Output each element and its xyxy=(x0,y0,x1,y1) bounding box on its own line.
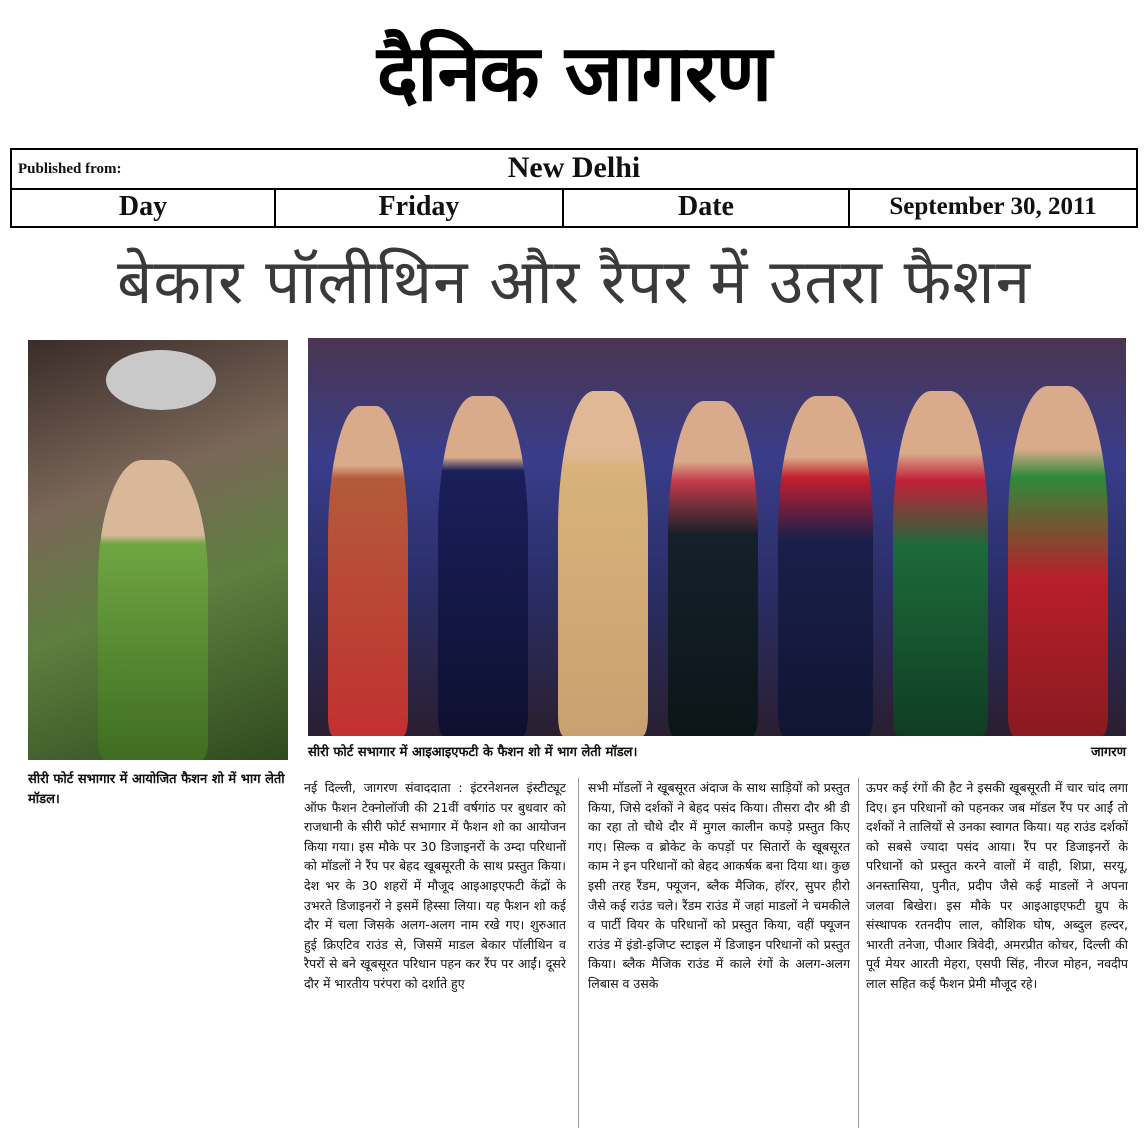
published-city: New Delhi xyxy=(507,151,641,184)
paper-hat xyxy=(106,350,216,410)
publication-info-table xyxy=(10,148,1138,228)
day-value: Friday xyxy=(276,188,564,226)
photo-credit: जागरण xyxy=(1090,745,1126,760)
article-headline: बेकार पॉलीथिन और रैपर में उतरा फैशन xyxy=(116,245,1032,318)
left-photo-caption: सीरी फोर्ट सभागार में आयोजित फैशन शो में भाग लेती मॉडल। xyxy=(28,772,285,807)
model-figure xyxy=(98,460,208,760)
date-label: Date xyxy=(564,188,850,226)
main-photo xyxy=(308,338,1126,736)
model-figure xyxy=(668,401,758,736)
model-figure xyxy=(778,396,873,736)
main-photo-caption xyxy=(308,742,1126,760)
day-label: Day xyxy=(12,188,276,226)
left-photo xyxy=(28,340,288,760)
article-column-2: सभी मॉडलों ने खूबसूरत अंदाज के साथ साड़ियों को प्रस्तुत किया, जिसे दर्शकों ने बेहद पसंद किया। तीसरा दौर श्री डी का रहा तो चौथे दौर में मुगल कालीन कपड़े प्रस्तुत किए गए। सिल्क व ब्रोकेट के कपड़ों पर सितारों के खूबसूरत काम ने इन परिधानों को बेहद आकर्षक बना दिया था। कुछ इसी तरह रैंडम, फ्यूजन, ब्लैक मैजिक, हॉरर, सुपर हीरो जैसे कई राउंड चले। रैंडम राउंड में जहां माडलों ने चमकीले व पार्टी वियर के परिधानों को प्रस्तुत किया, वहीं फ्यूजन राउंड में इंडो-इजिप्ट स्टाइल में डिजाइन परिधानों को प्रस्तुत किया। ब्लैक मैजिक राउंड में काले रंगों के अलग-अलग लिबास व उसके xyxy=(588,780,850,991)
day-date-row xyxy=(12,188,1136,226)
published-from-row xyxy=(12,150,1136,190)
model-figure xyxy=(1008,386,1108,736)
date-value: September 30, 2011 xyxy=(889,193,1097,220)
model-figure xyxy=(893,391,988,736)
model-figure xyxy=(438,396,528,736)
article-column-1: नई दिल्ली, जागरण संवाददाता : इंटरनेशनल इंस्टीट्यूट ऑफ फैशन टेक्नोलॉजी की 21वीं वर्षगांठ पर बुधवार को राजधानी के सीरी फोर्ट सभागार में फैशन शो का आयोजन किया गया। इस मौके पर 30 डिजाइनरों के उम्दा परिधानों को मॉडलों ने रैंप पर बेहद खूबसूरती के साथ प्रस्तुत किया। देश भर के 30 शहरों में मौजूद आइआइएफटी केंद्रों के उभरते डिजाइनरों ने इसमें हिस्सा लिया। यह फैशन शो कई दौर में चला जिसके अलग-अलग नाम रखे गए। शुरुआत हुई क्रिएटिव राउंड से, जिसमें माडल बेकार पॉलीथिन व रैपरों से बने खूबसूरत परिधान पहन कर रैंप पर आईं। दूसरे दौर में भारतीय परंपरा को दर्शाते हुए xyxy=(304,780,566,991)
model-figure xyxy=(558,391,648,736)
column-divider xyxy=(578,778,579,1128)
article-column-3: ऊपर कई रंगों की हैट ने इसकी खूबसूरती में चार चांद लगा दिए। इन परिधानों को पहनकर जब मॉडल रैंप पर आईं तो दर्शकों ने तालियों से उनका स्वागत किया। यह राउंड दर्शकों को सबसे ज्यादा पसंद आया। रैंप पर डिजाइनरों के परिधानों को प्रस्तुत करने वालों में वाही, शिप्रा, सरयू, अनस्तासिया, पुनीत, प्रदीप जैसे कई माडलों ने अपना जलवा बिखेरा। इस मौके पर आइआइएफटी ग्रुप के संस्थापक रतनदीप लाल, कौशिक घोष, अब्दुल हल्दर, भारती तनेजा, पीआर त्रिवेदी, अमरप्रीत कोचर, दिल्ली की पूर्व मेयर आरती मेहरा, एसपी सिंह, नीरज मोहन, नवदीप लाल सहित कई फैशन प्रेमी मौजूद रहे। xyxy=(866,780,1128,991)
published-from-label: Published from: xyxy=(18,161,122,177)
main-caption-text: सीरी फोर्ट सभागार में आइआइएफटी के फैशन शो में भाग लेती मॉडल। xyxy=(308,745,638,760)
model-figure xyxy=(328,406,408,736)
newspaper-masthead: दैनिक जागरण xyxy=(376,29,772,119)
column-divider xyxy=(858,778,859,1128)
